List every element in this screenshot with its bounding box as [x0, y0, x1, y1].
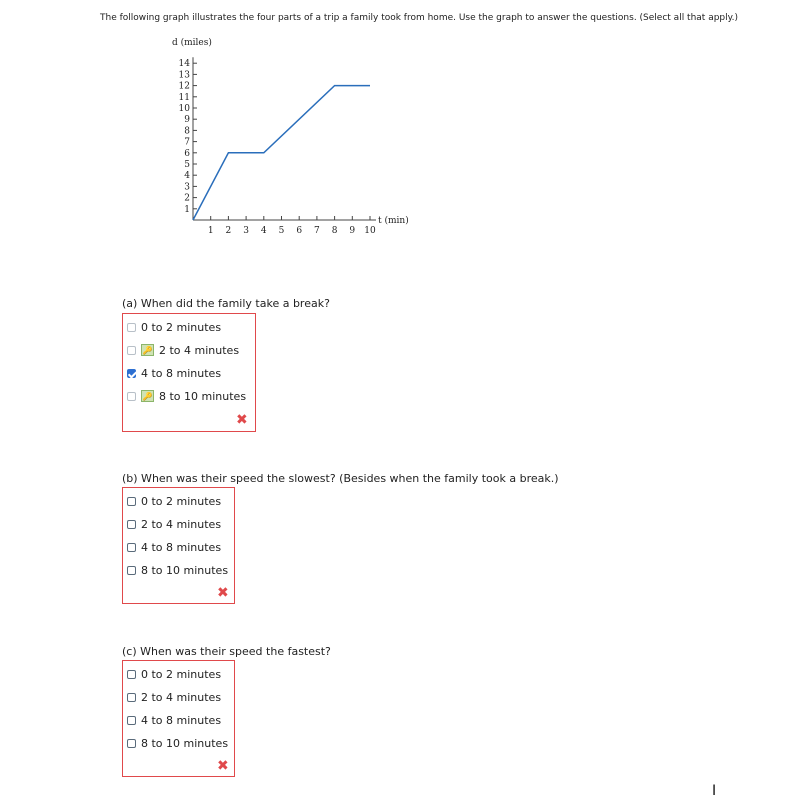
option-label: 4 to 8 minutes	[141, 540, 222, 554]
option-label: 8 to 10 minutes	[141, 563, 229, 577]
option-label: 0 to 2 minutes	[141, 320, 222, 334]
y-tick-label: 13	[178, 70, 190, 81]
key-icon: 🔑	[142, 345, 153, 355]
option-label: 0 to 2 minutes	[141, 494, 222, 508]
checkbox[interactable]	[127, 716, 136, 725]
question-a-option-3[interactable]	[127, 365, 221, 381]
question-c-options	[122, 660, 235, 777]
checkbox[interactable]	[127, 346, 136, 355]
x-tick-label: 3	[243, 226, 249, 236]
y-tick-label: 2	[184, 193, 190, 204]
question-a-option-2[interactable]	[127, 342, 239, 358]
y-tick-label: 1	[184, 204, 190, 215]
checkbox[interactable]	[127, 693, 136, 702]
y-tick-label: 3	[184, 182, 190, 193]
x-tick-label: 2	[225, 226, 232, 236]
checkbox[interactable]	[127, 543, 136, 552]
checkbox[interactable]	[127, 670, 136, 679]
text-cursor: I	[712, 783, 717, 799]
key-icon: 🔑	[142, 391, 153, 401]
question-c-option-4[interactable]	[127, 735, 228, 751]
question-b-option-2[interactable]	[127, 516, 221, 532]
x-tick-label: 4	[260, 226, 267, 236]
y-axis-label: d (miles)	[172, 38, 212, 48]
incorrect-icon: ✖	[236, 412, 248, 428]
y-tick-label: 11	[178, 92, 190, 103]
option-label: 4 to 8 minutes	[141, 366, 222, 380]
question-c-option-2[interactable]	[127, 689, 221, 705]
option-label: 8 to 10 minutes	[141, 736, 229, 750]
question-b-option-4[interactable]	[127, 562, 228, 578]
instructions-text: The following graph illustrates the four parts of a trip a family took from home. Use the graph to answer the questions. (Select all that apply.)	[100, 13, 739, 23]
question-b-option-3[interactable]	[127, 539, 221, 555]
y-tick-label: 5	[184, 160, 190, 170]
question-a-option-1[interactable]	[127, 319, 221, 335]
x-tick-label: 5	[278, 226, 285, 236]
checkbox[interactable]	[127, 739, 136, 748]
question-b-option-1[interactable]	[127, 493, 221, 509]
question-c-title: (c) When was their speed the fastest?	[122, 645, 331, 658]
y-tick-label: 14	[178, 59, 190, 70]
option-label: 2 to 4 minutes	[141, 690, 222, 704]
x-tick-label: 10	[364, 226, 376, 236]
question-b-options	[122, 487, 235, 604]
option-label: 2 to 4 minutes	[141, 517, 222, 531]
checkbox[interactable]	[127, 323, 136, 332]
y-tick-label: 9	[184, 115, 190, 126]
option-label: 4 to 8 minutes	[141, 713, 222, 727]
option-label: 8 to 10 minutes	[159, 389, 247, 403]
question-c-option-3[interactable]	[127, 712, 221, 728]
question-a-title: (a) When did the family take a break?	[122, 297, 330, 310]
question-a-options	[122, 313, 256, 432]
checkbox[interactable]	[127, 497, 136, 506]
series-line-distance	[193, 86, 370, 220]
y-tick-label: 12	[178, 81, 190, 92]
y-tick-label: 10	[178, 104, 190, 114]
option-label: 2 to 4 minutes	[159, 343, 240, 357]
x-tick-label: 8	[331, 226, 338, 236]
checkbox[interactable]	[127, 392, 136, 401]
x-axis-label: t (min)	[378, 216, 409, 226]
question-c-option-1[interactable]	[127, 666, 221, 682]
y-tick-label: 8	[184, 126, 190, 137]
y-axis-ticks	[179, 59, 197, 215]
x-tick-label: 9	[349, 226, 356, 236]
distance-time-graph	[160, 34, 440, 244]
checkbox[interactable]	[127, 369, 136, 378]
y-tick-label: 7	[184, 137, 190, 148]
incorrect-icon: ✖	[217, 758, 229, 774]
checkbox[interactable]	[127, 566, 136, 575]
x-axis-ticks	[208, 216, 376, 236]
question-b-title: (b) When was their speed the slowest? (Besides when the family took a break.)	[122, 472, 559, 485]
x-tick-label: 6	[296, 226, 303, 236]
y-tick-label: 4	[184, 171, 190, 182]
option-label: 0 to 2 minutes	[141, 667, 222, 681]
checkbox[interactable]	[127, 520, 136, 529]
x-tick-label: 1	[207, 226, 214, 236]
question-a-option-4[interactable]	[127, 388, 246, 404]
graph-series	[193, 86, 370, 220]
y-tick-label: 6	[184, 148, 190, 159]
graph-axes	[193, 57, 376, 220]
incorrect-icon: ✖	[217, 585, 229, 601]
x-tick-label: 7	[314, 226, 320, 236]
